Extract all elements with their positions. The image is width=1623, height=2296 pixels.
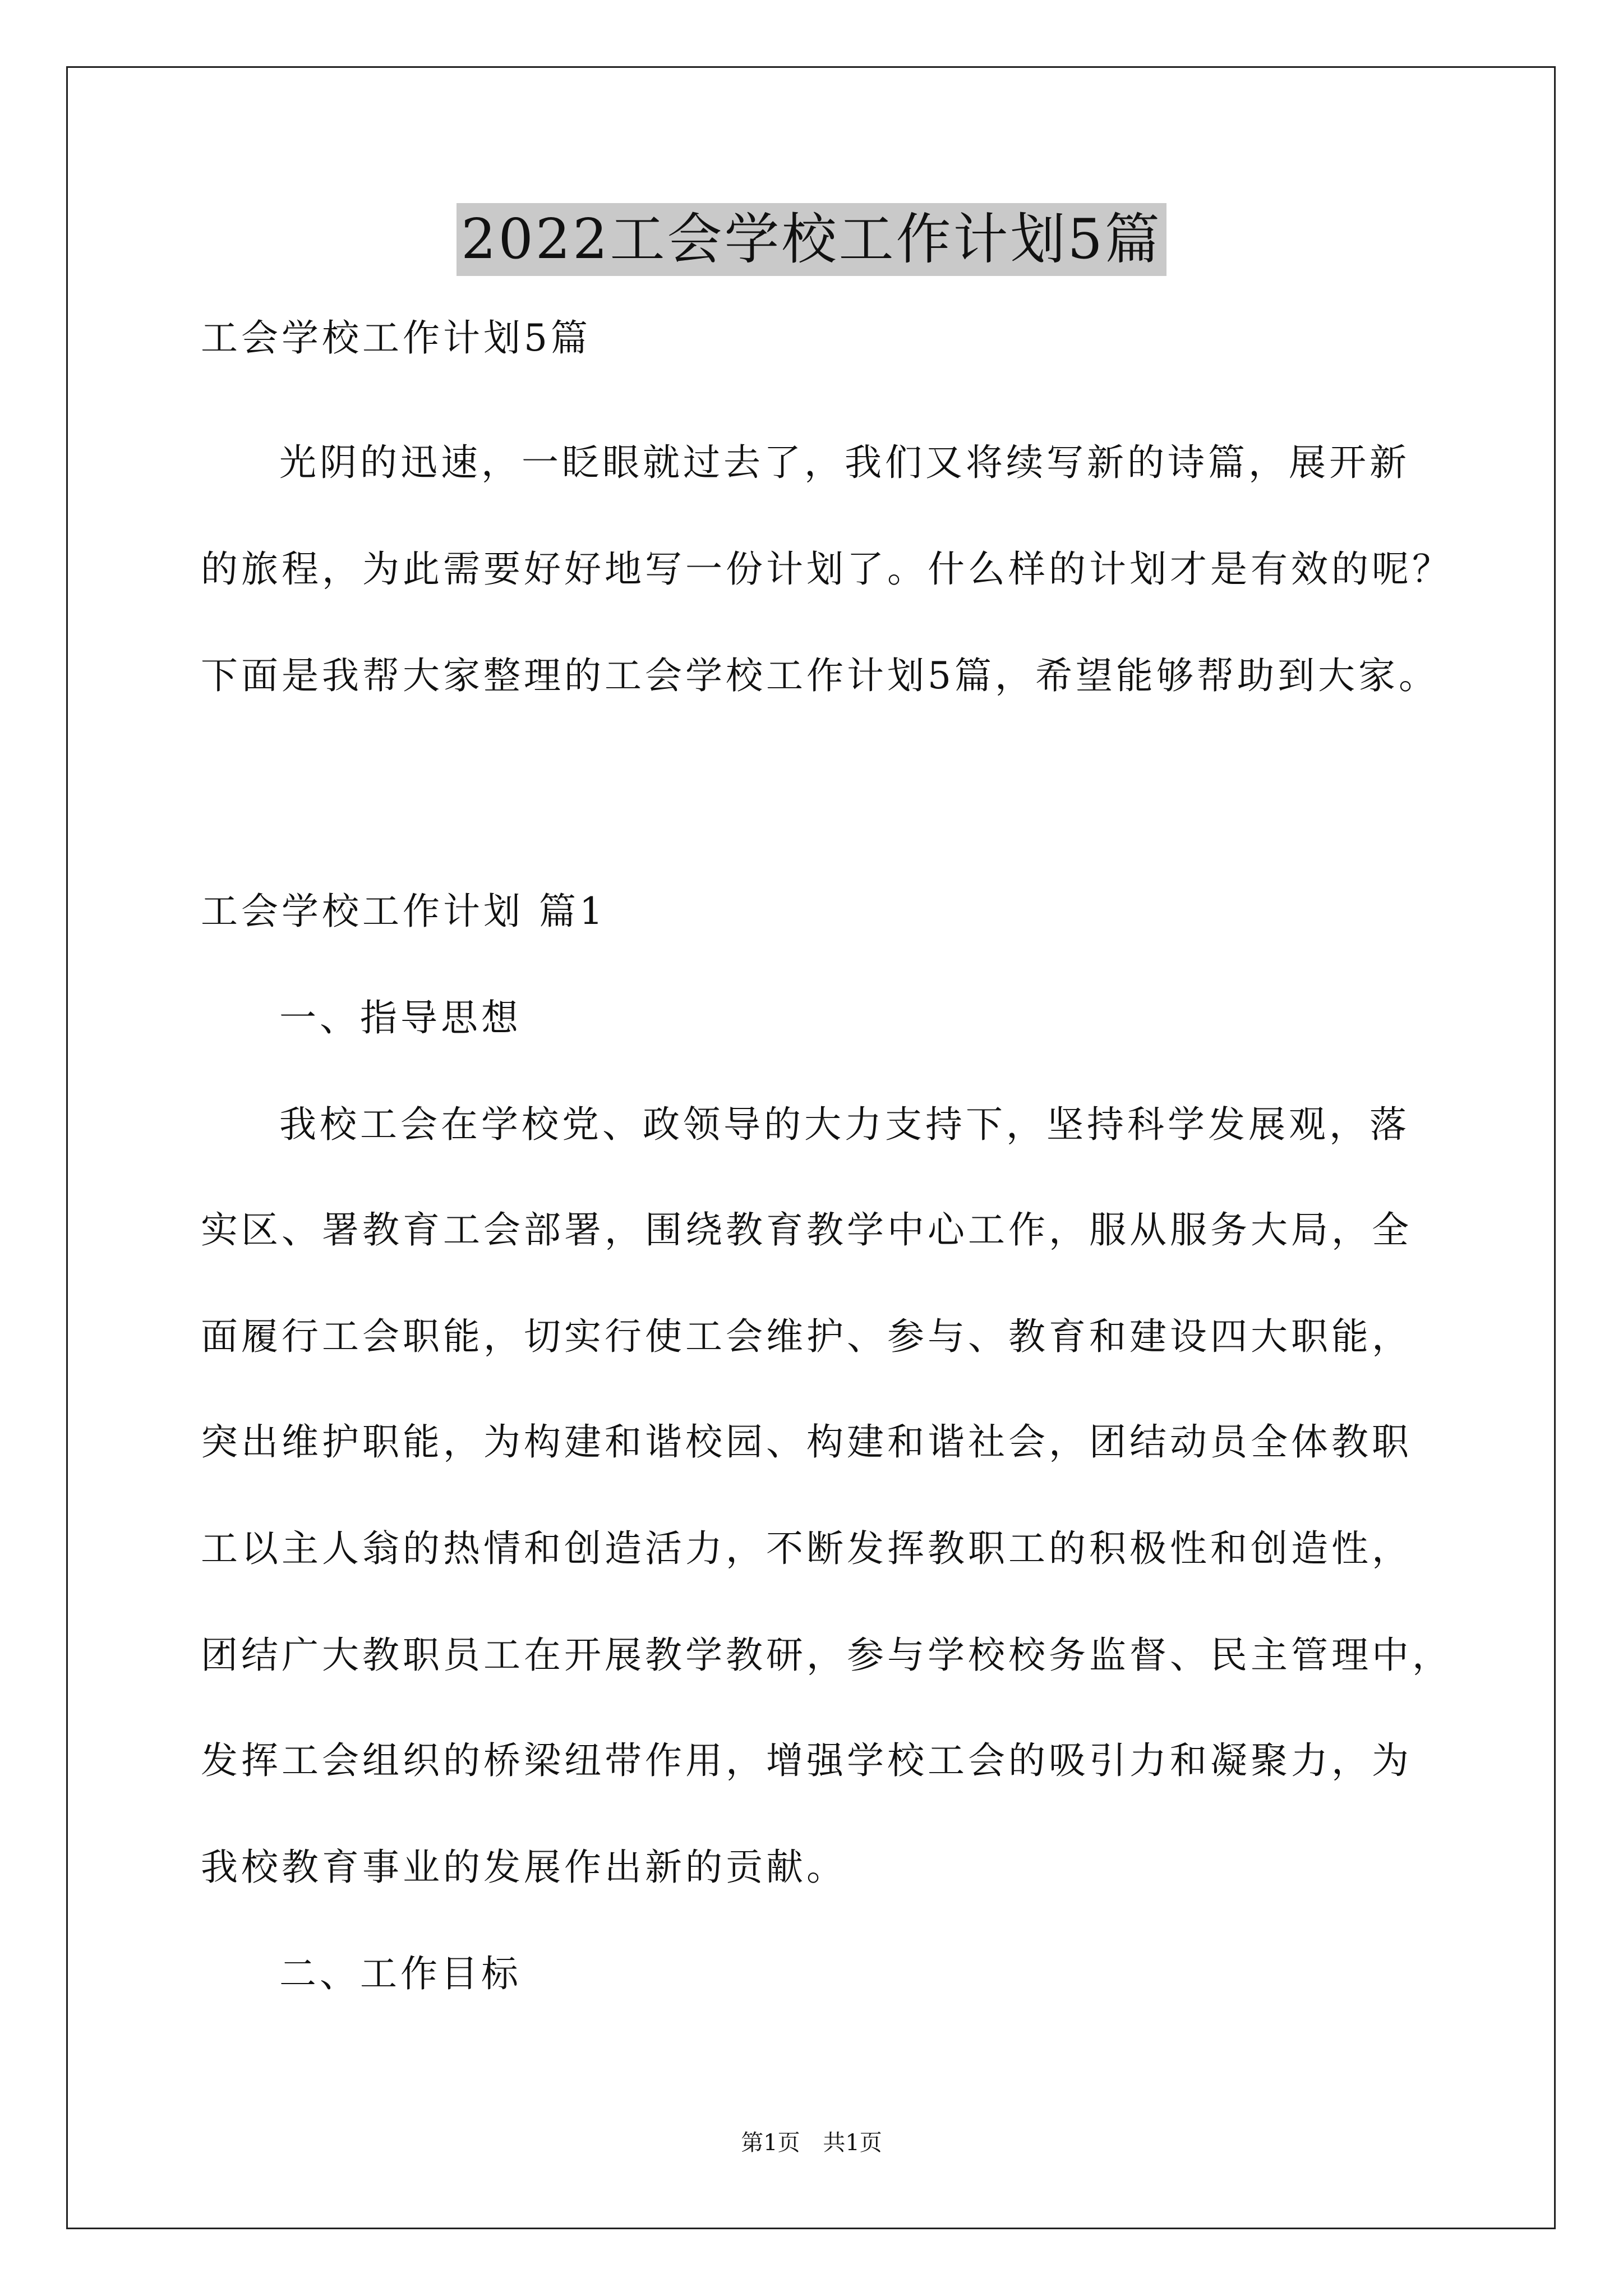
section-heading: 工会学校工作计划 篇1 xyxy=(201,890,606,933)
heading-work-goals: 二、工作目标 xyxy=(279,1952,522,1995)
body-line-7: 发挥工会组织的桥梁纽带作用，增强学校工会的吸引力和凝聚力，为 xyxy=(201,1739,1412,1782)
heading-guiding-thought: 一、指导思想 xyxy=(279,996,522,1039)
document-subtitle: 工会学校工作计划5篇 xyxy=(201,316,591,360)
body-line-4: 突出维护职能，为构建和谐校园、构建和谐社会，团结动员全体教职 xyxy=(201,1420,1412,1464)
title-container xyxy=(0,203,1623,276)
document-title: 2022工会学校工作计划5篇 xyxy=(457,203,1166,276)
body-line-5: 工以主人翁的热情和创造活力，不断发挥教职工的积极性和创造性， xyxy=(201,1527,1412,1570)
intro-line-2: 的旅程，为此需要好好地写一份计划了。什么样的计划才是有效的呢？ xyxy=(201,547,1453,591)
page-footer xyxy=(0,2126,1623,2160)
body-line-2: 实区、署教育工会部署，围绕教育教学中心工作，服从服务大局，全 xyxy=(201,1208,1412,1251)
page-number-total: 共1页 xyxy=(823,2130,882,2156)
page-number-current: 第1页 xyxy=(741,2130,800,2156)
body-line-1: 我校工会在学校党、政领导的大力支持下，坚持科学发展观，落 xyxy=(279,1103,1410,1146)
body-line-8: 我校教育事业的发展作出新的贡献。 xyxy=(201,1846,847,1889)
body-line-6: 团结广大教职员工在开展教学教研，参与学校校务监督、民主管理中， xyxy=(201,1634,1453,1677)
body-line-3: 面履行工会职能，切实行使工会维护、参与、教育和建设四大职能， xyxy=(201,1315,1412,1358)
intro-line-3: 下面是我帮大家整理的工会学校工作计划5篇，希望能够帮助到大家。 xyxy=(201,654,1439,697)
intro-line-1: 光阴的迅速，一眨眼就过去了，我们又将续写新的诗篇，展开新 xyxy=(279,441,1410,484)
